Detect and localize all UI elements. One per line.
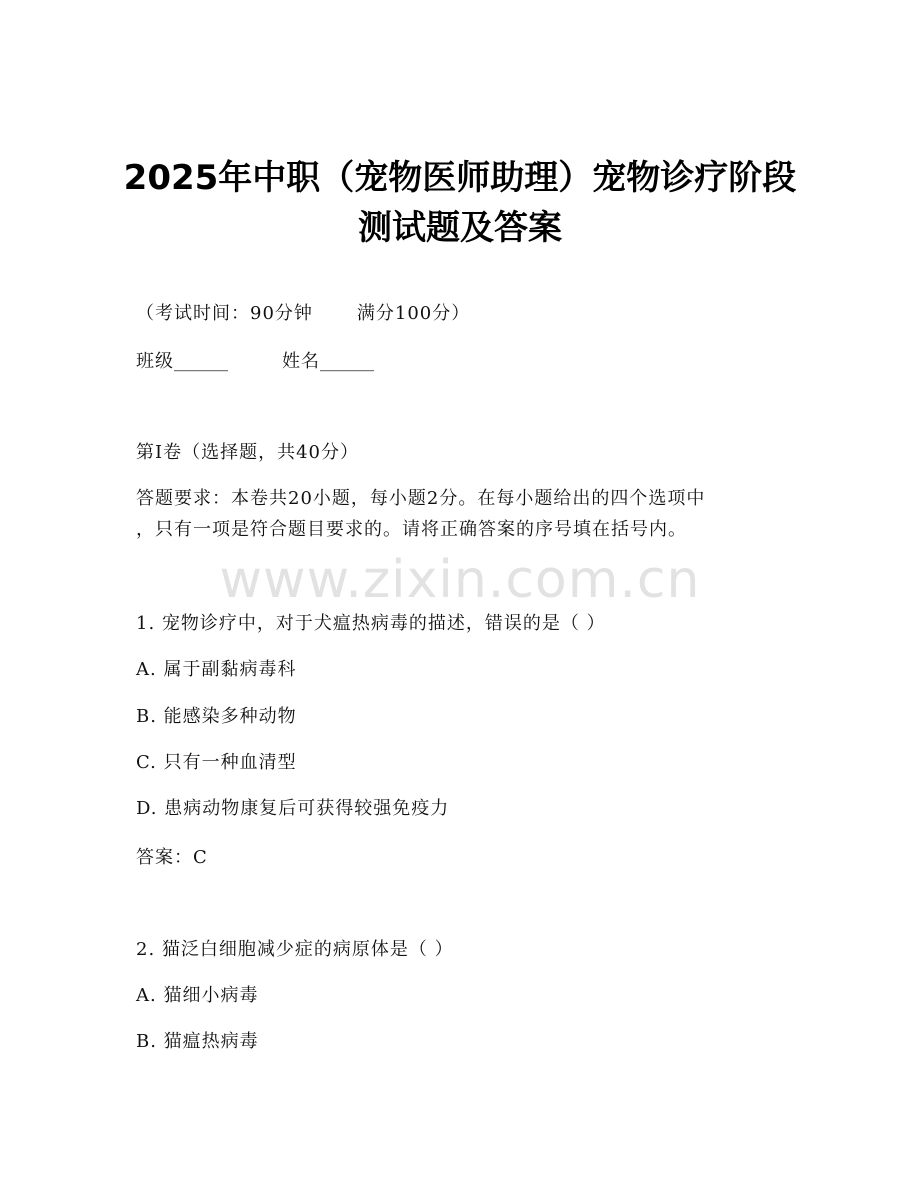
- question-2-option-a: A. 猫细小病毒: [136, 985, 259, 1006]
- question-1-option-d: D. 患病动物康复后可获得较强免疫力: [136, 798, 450, 819]
- name-label: 姓名: [282, 351, 320, 372]
- exam-time: （考试时间：90分钟: [136, 303, 313, 324]
- name-blank: ______: [320, 351, 374, 372]
- question-1-option-a: A. 属于副黏病毒科: [136, 659, 297, 680]
- section-heading: 第Ⅰ卷（选择题，共40分）: [136, 442, 360, 463]
- question-1-option-c: C. 只有一种血清型: [136, 752, 297, 773]
- class-blank: ______: [174, 351, 228, 372]
- exam-full-score: 满分100分）: [356, 303, 471, 324]
- section-instruction-line-2: ，只有一项是符合题目要求的。请将正确答案的序号填在括号内。: [136, 519, 687, 540]
- question-1-stem: 1. 宠物诊疗中，对于犬瘟热病毒的描述，错误的是（ ）: [136, 613, 606, 634]
- document-title-line-1: 2025年中职（宠物医师助理）宠物诊疗阶段: [123, 158, 797, 198]
- watermark: www.zixin.com.cn: [219, 550, 701, 610]
- class-label: 班级: [136, 351, 174, 372]
- question-1-option-b: B. 能感染多种动物: [136, 706, 297, 727]
- document-title-line-2: 测试题及答案: [358, 208, 562, 248]
- question-2-stem: 2. 猫泛白细胞减少症的病原体是（ ）: [136, 939, 454, 960]
- question-1-answer: 答案：C: [136, 847, 208, 868]
- question-2-option-b: B. 猫瘟热病毒: [136, 1031, 259, 1052]
- student-info: [136, 349, 374, 375]
- section-instruction-line-1: 答题要求：本卷共20小题，每小题2分。在每小题给出的四个选项中: [136, 488, 706, 509]
- exam-time-score: [136, 301, 470, 327]
